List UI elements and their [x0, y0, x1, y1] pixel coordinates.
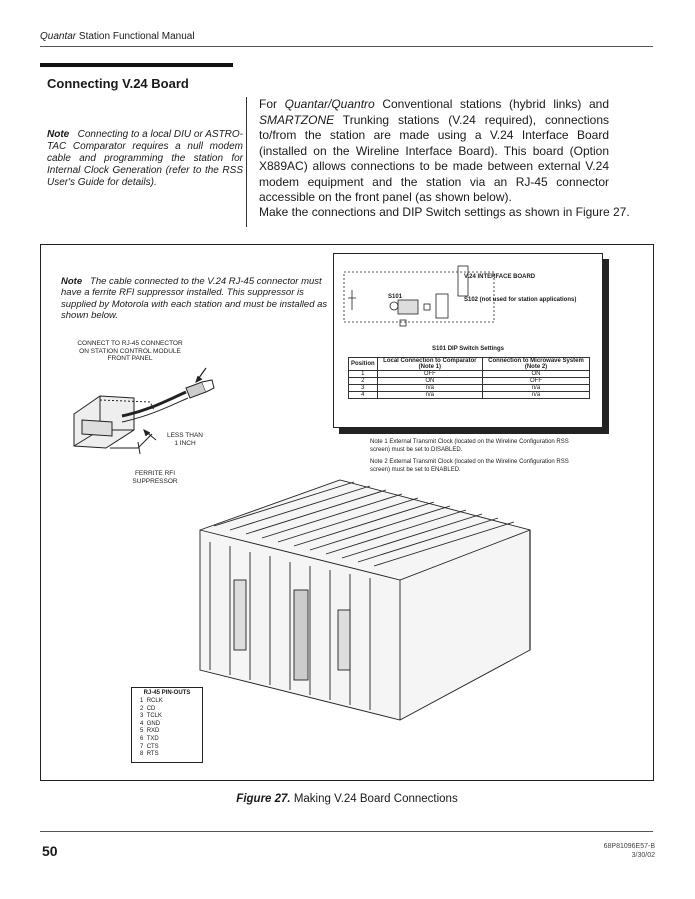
pin-number: 2: [140, 705, 144, 712]
pinout-row: [140, 698, 202, 706]
header-rule: [40, 46, 653, 47]
pin-number: 8: [140, 751, 144, 758]
dip-cell: 3: [349, 385, 378, 392]
figure-note-1: Note 1 External Transmit Clock (located on the Wireline Configuration RSS screen) must be set to DISABLED.: [370, 439, 569, 453]
pin-signal: CTS: [146, 743, 159, 750]
pin-number: 5: [140, 728, 144, 735]
pin-signal: RXD: [146, 728, 160, 735]
pin-number: 1: [140, 698, 144, 704]
figure-note-2: Note 2 External Transmit Clock (located on the Wireline Configuration RSS screen) must be set to ENABLED.: [370, 459, 569, 473]
side-note-text: Connecting to a local DIU or ASTRO-TAC Comparator requires a null modem cable and programming the station for Internal Clock Generation (refer to the RSS User's Guide for details).: [47, 129, 244, 188]
body-paragraph-2: Make the connections and DIP Switch settings as shown in Figure 27.: [259, 205, 630, 219]
dip-cell: n/a: [377, 385, 482, 392]
pin-number: 3: [140, 713, 144, 720]
caption-text: Making V.24 Board Connections: [290, 793, 458, 805]
pinout-row: [140, 713, 202, 721]
pin-number: 6: [140, 735, 144, 742]
pinout-row: [140, 721, 202, 729]
pin-signal: GND: [146, 720, 161, 727]
dip-row: [349, 392, 590, 399]
page-number: 50: [42, 843, 58, 859]
v24-board-panel: [333, 253, 603, 428]
board-sketch: [338, 260, 498, 330]
dip-row: [349, 385, 590, 392]
dip-cell: n/a: [377, 392, 482, 399]
body-paragraph-1: [259, 97, 609, 206]
pin-signal: TCLK: [146, 713, 163, 720]
pin-number: 4: [140, 720, 144, 727]
figure-note-label: Note: [61, 276, 83, 287]
pinouts-title: RJ-45 PIN-OUTS: [143, 690, 191, 696]
column-rule: [246, 97, 247, 227]
running-header: [40, 31, 195, 42]
header-italic: Quantar: [40, 31, 77, 42]
dip-row: [349, 371, 590, 378]
pinout-row: [140, 706, 202, 714]
section-bar: [40, 63, 233, 67]
p1-italic-2: SMARTZONE: [259, 112, 335, 127]
section-title: Connecting V.24 Board: [47, 76, 189, 91]
pin-signal: RCLK: [146, 698, 163, 704]
figure-note: [61, 276, 333, 321]
pinout-row: [140, 736, 202, 744]
p1-a: For: [259, 97, 285, 111]
pin-signal: TXD: [146, 735, 159, 742]
dip-cell: 1: [349, 371, 378, 378]
dip-header-row: [349, 358, 590, 371]
dip-cell: OFF: [483, 378, 590, 385]
header-rest: Station Functional Manual: [76, 31, 195, 42]
dip-table: [348, 357, 590, 399]
pinout-row: [140, 744, 202, 752]
side-note-label: Note: [47, 129, 70, 140]
dip-header-cell: Local Connection to Comparator (Note 1): [377, 358, 482, 371]
pin-number: 7: [140, 743, 144, 750]
station-chassis-illustration: [190, 470, 540, 770]
pinout-row: [140, 751, 202, 759]
dip-cell: ON: [377, 378, 482, 385]
board-title: V.24 INTERFACE BOARD: [464, 274, 536, 280]
s102-label: S102 (not used for station applications): [464, 297, 577, 303]
dip-title: S101 DIP Switch Settings: [432, 346, 504, 352]
dip-cell: ON: [483, 371, 590, 378]
figure-caption: [40, 793, 654, 805]
doc-date: 3/30/02: [631, 852, 655, 859]
dip-cell: n/a: [483, 392, 590, 399]
dip-row: [349, 378, 590, 385]
figure-note-text: The cable connected to the V.24 RJ-45 connector must have a ferrite RFI suppressor installed. This suppressor is supplied by Motorola with each station and must be installed as shown below.: [61, 276, 328, 321]
document-number: [540, 842, 655, 860]
rj45-pinouts-box: [131, 687, 203, 763]
ferrite-label: FERRITE RFI SUPPRESSOR: [132, 470, 178, 485]
doc-number-text: 68P81096E57-B: [603, 843, 655, 850]
pinouts-list: [140, 698, 202, 759]
caption-label: Figure 27.: [236, 793, 291, 805]
p1-b: Conventional stations (hybrid links) and: [374, 97, 609, 111]
pin-signal: CD: [146, 705, 156, 712]
p1-c: Trunking stations (V.24 required), connections to/from the station are made using a V.24 Interface Board (installed on the Wireline Interface Board). This board (Option X889AC) allows connections to be made between external V.24 modem equipment and the station via an RJ-45 connector accessible on the front panel (as shown below).: [259, 112, 609, 204]
dip-header-cell: Position: [349, 358, 378, 371]
dip-cell: 2: [349, 378, 378, 385]
less-than-label: LESS THAN 1 INCH: [166, 432, 203, 447]
dip-cell: n/a: [483, 385, 590, 392]
dip-cell: OFF: [377, 371, 482, 378]
footer-rule: [40, 831, 653, 832]
pinout-row: [140, 728, 202, 736]
side-note: [47, 129, 243, 189]
pin-signal: RTS: [146, 751, 159, 758]
connect-label: CONNECT TO RJ-45 CONNECTOR ON STATION CONTROL MODULE FRONT PANEL: [77, 340, 183, 362]
dip-cell: 4: [349, 392, 378, 399]
p1-italic-1: Quantar/Quantro: [284, 97, 375, 111]
dip-header-cell: Connection to Microwave System (Note 2): [483, 358, 590, 371]
s101-label: S101: [388, 294, 403, 300]
